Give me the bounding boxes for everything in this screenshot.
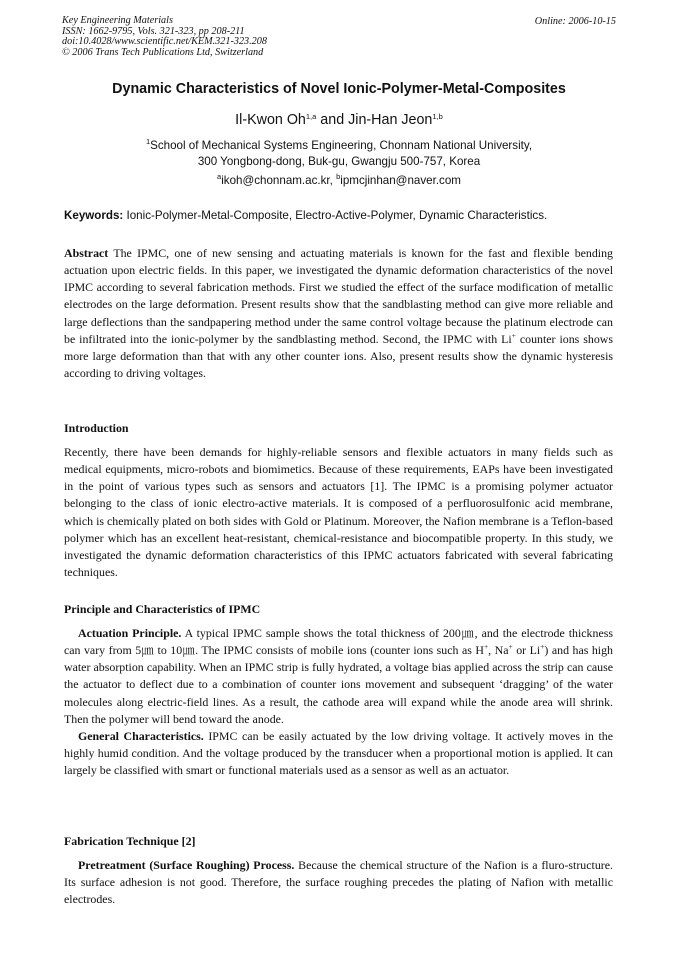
keywords — [64, 209, 624, 222]
paragraph-text: A typical IPMC sample shows the total thickness of 200㎛, and the electrode thickness can vary from 5㎛ to 10㎛. The IPMC consists of mobile ions (counter ions such as H — [64, 626, 613, 658]
online-date: Online: 2006-10-15 — [534, 16, 616, 27]
general-paragraph — [64, 728, 613, 779]
abstract — [64, 245, 613, 382]
copyright-line: © 2006 Trans Tech Publications Ltd, Switzerland — [62, 46, 264, 58]
paragraph-text: , Na — [488, 643, 509, 658]
keywords-text: Ionic-Polymer-Metal-Composite, Electro-Active-Polymer, Dynamic Characteristics. — [123, 209, 548, 222]
author-line — [0, 112, 678, 128]
section-heading-principle: Principle and Characteristics of IPMC — [64, 602, 261, 616]
abstract-text: The IPMC, one of new sensing and actuating materials is known for the fast and flexible bending actuation upon electric fields. In this paper, we investigated the dynamic deformation characteristics of the novel IPMC according to several fabrication methods. First we studied the effect of the surface modification of metallic electrodes on the large deformation. Present results show that the sandblasting method can give more reliable and large deflections than the sandpapering method under the same control voltage because the platinum electrode can be infiltrated into the ionic-polymer by the sandblasting method. Second, the IPMC with Li — [64, 246, 613, 346]
email-line — [0, 174, 678, 187]
author-sup: 1,b — [432, 112, 443, 121]
pretreatment-label: Pretreatment (Surface Roughing) Process. — [78, 858, 295, 872]
doi-line[interactable]: doi:10.4028/www.scientific.net/KEM.321-323.208 — [62, 36, 267, 48]
affiliation-line: 300 Yongbong-dong, Buk-gu, Gwangju 500-757, Korea — [197, 154, 481, 168]
fabrication-section — [64, 857, 613, 908]
keywords-label: Keywords: — [64, 209, 124, 222]
abstract-label: Abstract — [64, 246, 109, 260]
email-link[interactable]: ipmcjinhan@naver.com — [340, 174, 461, 187]
general-label: General Characteristics. — [78, 728, 204, 743]
paragraph-text: IPMC can be easily actuated by the low driving voltage. It actively moves in the highly humid condition. And the voltage produced by the transducer when a proportional motion is applied. It can largely be classified with smart or functional materials used as a sensor as well as an actuator. — [64, 728, 613, 778]
email-link[interactable]: ikoh@chonnam.ac.kr, — [221, 174, 337, 187]
superscript: + — [540, 642, 545, 652]
superscript: + — [483, 642, 489, 652]
paragraph-text: ) and has high water absorption capability. When an IPMC strip is fully hydrated, a voltage bias applied across the strip can cause the actuator to deflect due to a combination of counter ions movement and subsequent ‘dragging’ of the water molecules along electric-field lines. As a result, the cathode area will expand while the anode area will shrink. Then the polymer will bend toward the anode. — [64, 643, 614, 726]
affiliation-sup: 1 — [145, 137, 151, 146]
email-sup: b — [336, 172, 341, 181]
actuation-label: Actuation Principle. — [78, 626, 182, 640]
author-name: Jin-Han Jeon — [348, 112, 433, 128]
section-heading-fabrication: Fabrication Technique [2] — [64, 834, 196, 848]
affiliation-text: School of Mechanical Systems Engineering, Chonnam National University, — [150, 139, 533, 152]
introduction-text: Recently, there have been demands for highly-reliable sensors and flexible actuators in many fields such as medical equipments, micro-robots and biomimetics. Because of these requirements, EAPs have been investigated in the point of various types such as sensors and actuators [1]. The IPMC is a promising polymer actuator belonging to the class of ionic electro-active materials. It is composed of a perfluorosulfonic acid membrane, which is chemically plated on both sides with Gold or Platinum. Moreover, the Nafion membrane is a Teflon-based polymer which has an excellent heat-resistant, chemical-resistance and biocompatible property. In this study, we investigated the dynamic deformation characteristics of this IPMC actuators fabricated with several fabricating techniques. — [64, 445, 613, 580]
abstract-text: counter ions shows more large deformation than that with any other counter ions. Also, present results show the dynamic hysteresis according to driving voltages. — [64, 331, 613, 381]
author-conjunction: and — [316, 112, 349, 128]
introduction-paragraph — [64, 444, 613, 581]
actuation-paragraph — [64, 625, 613, 728]
email-sup: a — [217, 172, 222, 181]
principle-section — [64, 625, 613, 779]
issn-line: ISSN: 1662-9795, Vols. 321-323, pp 208-211 — [62, 25, 245, 37]
superscript: + — [508, 642, 513, 652]
section-heading-introduction: Introduction — [64, 421, 129, 435]
paragraph-text: or Li — [512, 643, 541, 658]
journal-header — [62, 16, 382, 58]
affiliation — [0, 138, 678, 169]
superscript: + — [511, 330, 516, 340]
paper-title: Dynamic Characteristics of Novel Ionic-Polymer-Metal-Composites — [112, 81, 566, 97]
author-name: Il-Kwon Oh — [235, 112, 306, 128]
paragraph-text: Because the chemical structure of the Nafion is a fluro-structure. Its surface adhesion is not good. Therefore, the surface roughing precedes the plating of Nafion with metallic electrodes. — [64, 858, 613, 907]
pretreatment-paragraph — [64, 857, 613, 908]
journal-name: Key Engineering Materials — [62, 15, 173, 26]
affiliation-line — [0, 138, 678, 154]
author-sup: 1,a — [305, 112, 317, 121]
